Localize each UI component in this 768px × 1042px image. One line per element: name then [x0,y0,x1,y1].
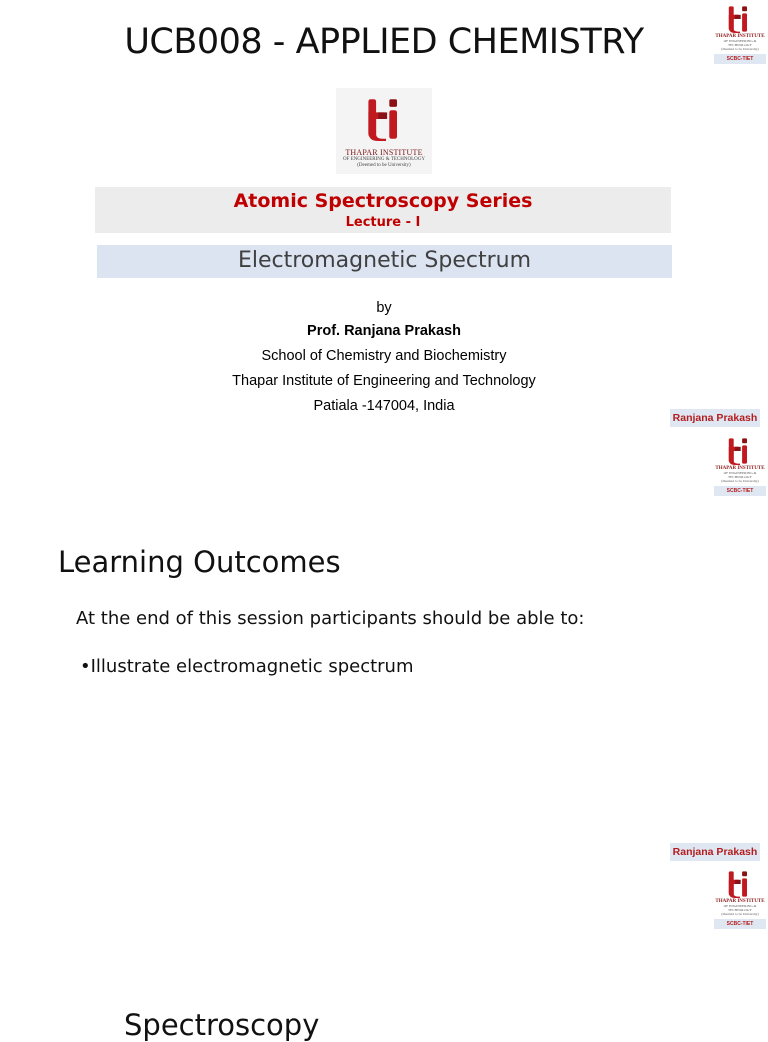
footer-name-tag: Ranjana Prakash [670,409,760,427]
badge-tag: SCBC-TIET [714,486,766,496]
ti-logo-icon [714,4,766,34]
topic-title: Electromagnetic Spectrum [237,248,532,273]
author-address: Patiala -147004, India [313,398,455,414]
ti-logo-icon [714,436,766,466]
badge-deemed: (Deemed to be University) [721,47,759,51]
slide-title: UCB008 - APPLIED CHEMISTRY [124,22,644,62]
spectroscopy-heading: Spectroscopy [124,1008,320,1042]
corner-logo-badge [714,436,766,496]
badge-deemed: (Deemed to be University) [721,479,759,483]
lecture-number: Lecture - I [345,215,421,230]
learning-outcomes-heading: Learning Outcomes [58,545,341,579]
logo-institute: THAPAR INSTITUTE [345,148,423,157]
author-institute: Thapar Institute of Engineering and Technology [232,373,536,389]
footer-name-tag: Ranjana Prakash [670,843,760,861]
badge-tag: SCBC-TIET [714,54,766,64]
badge-deemed: (Deemed to be University) [721,912,759,916]
topic-banner [97,245,672,278]
author-school: School of Chemistry and Biochemistry [261,348,507,364]
ti-logo-icon [364,92,408,146]
badge-institute: THAPAR INSTITUTE [715,466,765,471]
badge-subtitle: OF ENGINEERING & TECHNOLOGY [723,471,757,479]
outcome-bullet: •Illustrate electromagnetic spectrum [80,656,414,677]
ti-logo-icon [714,869,766,899]
badge-institute: THAPAR INSTITUTE [715,34,765,39]
author-by: by [376,300,392,316]
badge-institute: THAPAR INSTITUTE [715,899,765,904]
badge-subtitle: OF ENGINEERING & TECHNOLOGY [723,39,757,47]
series-banner [95,187,671,233]
badge-subtitle: OF ENGINEERING & TECHNOLOGY [723,904,757,912]
corner-logo-badge [714,4,766,64]
institute-logo [336,88,432,174]
series-title: Atomic Spectroscopy Series [233,190,533,212]
corner-logo-badge [714,869,766,929]
logo-subtitle: OF ENGINEERING & TECHNOLOGY [343,157,425,162]
author-name: Prof. Ranjana Prakash [307,323,461,339]
outcomes-intro: At the end of this session participants should be able to: [76,608,585,629]
logo-deemed: (Deemed to be University) [357,163,411,168]
badge-tag: SCBC-TIET [714,919,766,929]
